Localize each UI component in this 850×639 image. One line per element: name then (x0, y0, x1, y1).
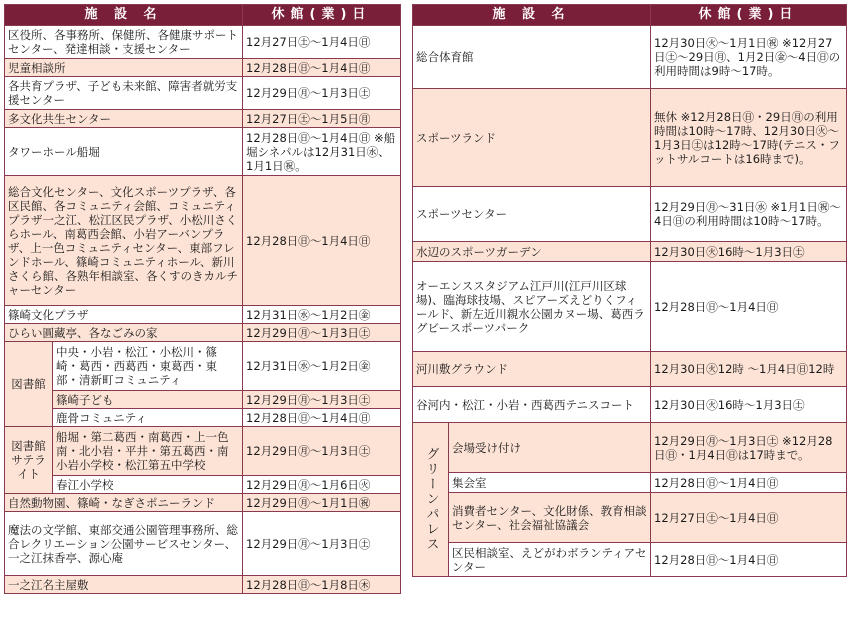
table-row (5, 476, 401, 494)
closed-dates: 12月29日㊊～31日㊌ ※1月1日㊗～4日㊐の利用時間は10時～17時。 (651, 187, 847, 242)
table-row (5, 342, 401, 391)
table-row (5, 494, 401, 512)
table-row (413, 89, 847, 187)
table-row (5, 128, 401, 176)
facility-name: 春江小学校 (53, 476, 243, 494)
closed-dates: 12月29日㊊～1月3日㊏ (243, 427, 401, 476)
closed-dates: 12月29日㊊～1月3日㊏ (243, 77, 401, 110)
facility-name: ひらい圓藏亭、各なごみの家 (5, 324, 243, 342)
table-row (5, 427, 401, 476)
left-header-row (5, 5, 401, 26)
facility-name: 各共育プラザ、子ども未来館、障害者就労支援センター (5, 77, 243, 110)
table-row (413, 262, 847, 352)
facility-name: 中央・小岩・松江・小松川・篠崎・葛西・西葛西・東葛西・東部・清新町コミュニティ (53, 342, 243, 391)
facility-name: 篠崎文化プラザ (5, 306, 243, 324)
closed-dates: 12月31日㊌～1月2日㊎ (243, 306, 401, 324)
facility-name: 区役所、各事務所、保健所、各健康サポートセンター、発達相談・支援センター (5, 26, 243, 59)
table-row (413, 26, 847, 89)
closed-dates: 12月28日㊐～1月4日㊐ (243, 59, 401, 77)
facility-name: 集会室 (449, 473, 651, 493)
table-row (5, 409, 401, 427)
closed-dates: 12月29日㊊～1月3日㊏ ※12月28日㊐・1月4日㊐は17時まで。 (651, 423, 847, 473)
facility-name: 総合体育館 (413, 26, 651, 89)
closed-dates: 12月28日㊐～1月4日㊐ (651, 543, 847, 577)
group-label-green-palace-text: グリーンパレス (423, 447, 439, 552)
right-schedule-table (412, 4, 847, 577)
table-row (5, 176, 401, 306)
facility-name: 児童相談所 (5, 59, 243, 77)
group-label-library: 図書館 (5, 342, 53, 427)
facility-name: オーエンススタジアム江戸川(江戸川区球場)、臨海球技場、スピアーズえどりくフィールド、新左近川親水公園カヌー場、葛西ラグビースポーツパーク (413, 262, 651, 352)
group-label-green-palace (413, 423, 449, 577)
closed-dates: 12月30日㊋16時～1月3日㊏ (651, 387, 847, 423)
closed-dates: 12月29日㊊～1月3日㊏ (243, 512, 401, 576)
facility-name: 総合文化センター、文化スポーツプラザ、各区民館、各コミュニティ会館、コミュニティプラザ一之江、松江区民プラザ、小松川さくらホール、南葛西会館、小岩アーバンプラザ、上一色コミュニティセンター、東部フレンドホール、篠崎コミュニティホール、新川さくら館、各熟年相談室、各くすのきカルチャーセンター (5, 176, 243, 306)
facility-name: 河川敷グラウンド (413, 352, 651, 387)
closed-dates: 12月27日㊏～1月5日㊊ (243, 110, 401, 128)
facility-name: 多文化共生センター (5, 110, 243, 128)
facility-name: 魔法の文学館、東部交通公園管理事務所、総合レクリエーション公園サービスセンター、一之江抹香亭、源心庵 (5, 512, 243, 576)
facility-name: 自然動物園、篠崎・なぎさポニーランド (5, 494, 243, 512)
table-row (413, 543, 847, 577)
facility-name: 一之江名主屋敷 (5, 576, 243, 594)
table-row (413, 423, 847, 473)
closed-dates: 12月28日㊐～1月4日㊐ ※船堀シネパルは12月31日㊌、1月1日㊗。 (243, 128, 401, 176)
closed-dates: 12月30日㊋16時～1月3日㊏ (651, 242, 847, 262)
table-row (413, 387, 847, 423)
closed-dates: 12月28日㊐～1月4日㊐ (243, 176, 401, 306)
closed-dates: 12月28日㊐～1月4日㊐ (651, 262, 847, 352)
table-row (5, 512, 401, 576)
closed-dates: 12月29日㊊～1月1日㊗ (243, 494, 401, 512)
closed-dates: 12月27日㊏～1月4日㊐ (243, 26, 401, 59)
facility-name: 鹿骨コミュニティ (53, 409, 243, 427)
right-header-row (413, 5, 847, 26)
right-header-name: 施 設 名 (413, 5, 651, 26)
left-schedule-table (4, 4, 401, 594)
closed-dates: 12月28日㊐～1月4日㊐ (243, 409, 401, 427)
closed-dates: 無休 ※12月28日㊐・29日㊊の利用時間は10時～17時、12月30日㊋～1月3日㊏は12時～17時(テニス・フットサルコートは16時まで)。 (651, 89, 847, 187)
closed-dates: 12月31日㊌～1月2日㊎ (243, 342, 401, 391)
left-header-date: 休館(業)日 (243, 5, 401, 26)
closed-dates: 12月29日㊊～1月3日㊏ (243, 324, 401, 342)
table-row (5, 324, 401, 342)
closed-dates: 12月29日㊊～1月6日㊋ (243, 476, 401, 494)
table-row (413, 352, 847, 387)
table-row (5, 391, 401, 409)
table-row (5, 59, 401, 77)
closed-dates: 12月28日㊐～1月8日㊍ (243, 576, 401, 594)
closed-dates: 12月29日㊊～1月3日㊏ (243, 391, 401, 409)
right-header-date: 休館(業)日 (651, 5, 847, 26)
closed-dates: 12月27日㊏～1月4日㊐ (651, 493, 847, 543)
table-row (5, 576, 401, 594)
facility-name: スポーツセンター (413, 187, 651, 242)
table-row (5, 110, 401, 128)
table-row (413, 473, 847, 493)
closed-dates: 12月30日㊋～1月1日㊗ ※12月27日㊏～29日㊊、1月2日㊎～4日㊐の利用時間は9時～17時。 (651, 26, 847, 89)
table-row (5, 306, 401, 324)
facility-name: 水辺のスポーツガーデン (413, 242, 651, 262)
facility-name: タワーホール船堀 (5, 128, 243, 176)
facility-name: 消費者センター、文化財係、教育相談センター、社会福祉協議会 (449, 493, 651, 543)
table-row (413, 187, 847, 242)
table-row (5, 77, 401, 110)
closed-dates: 12月30日㊋12時 ～1月4日㊐12時 (651, 352, 847, 387)
facility-name: スポーツランド (413, 89, 651, 187)
left-header-name: 施 設 名 (5, 5, 243, 26)
table-row (5, 26, 401, 59)
table-row (413, 242, 847, 262)
facility-name: 区民相談室、えどがわボランティアセンター (449, 543, 651, 577)
table-row (413, 493, 847, 543)
closed-dates: 12月28日㊐～1月4日㊐ (651, 473, 847, 493)
group-label-library-satellite: 図書館サテライト (5, 427, 53, 494)
facility-name: 会場受け付け (449, 423, 651, 473)
facility-name: 船堀・第二葛西・南葛西・上一色南・北小岩・平井・第五葛西・南小岩小学校・松江第五中学校 (53, 427, 243, 476)
facility-name: 谷河内・松江・小岩・西葛西テニスコート (413, 387, 651, 423)
facility-name: 篠崎子ども (53, 391, 243, 409)
